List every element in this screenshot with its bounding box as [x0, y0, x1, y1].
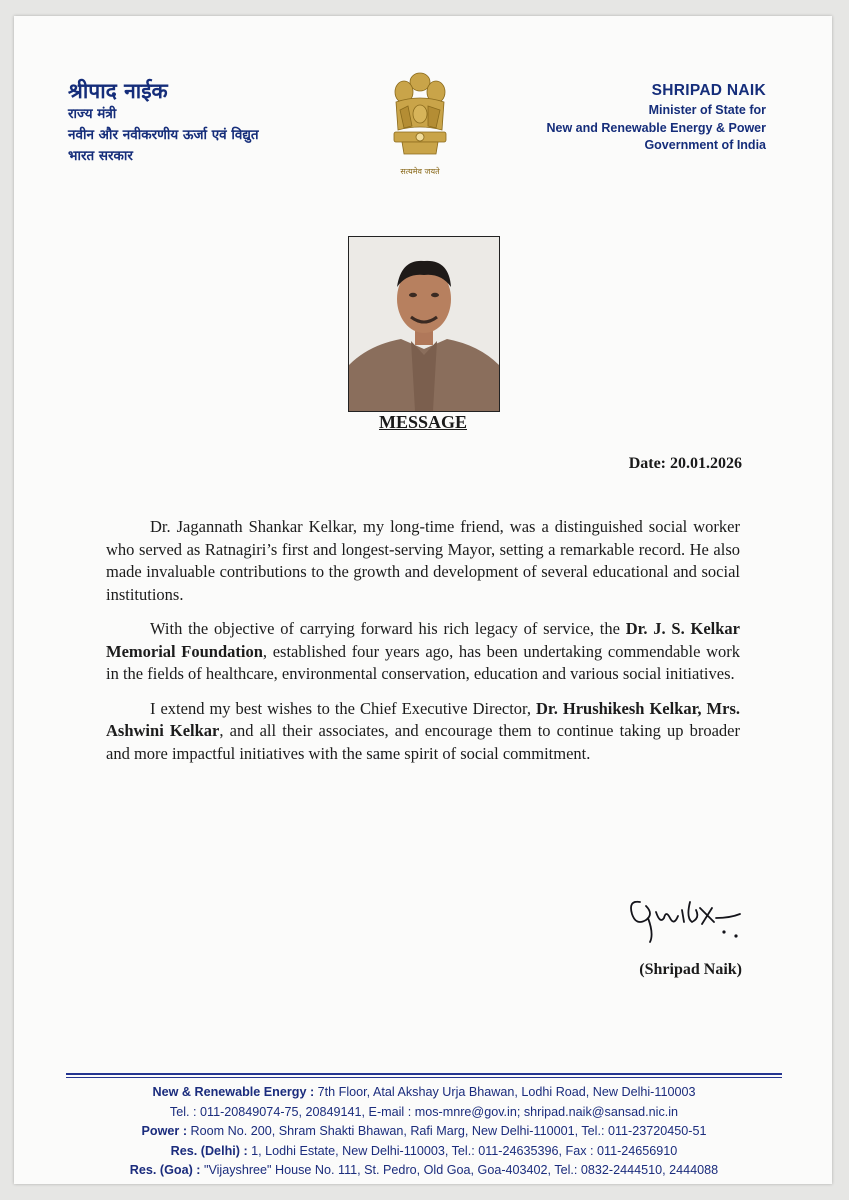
message-title: MESSAGE [378, 412, 468, 432]
ministry: New and Renewable Energy & Power [546, 120, 766, 135]
government-hindi: भारत सरकार [68, 148, 133, 164]
footer-divider [66, 1073, 782, 1075]
minister-name-hindi: श्रीपाद नाईक [68, 79, 168, 103]
footer-text-res-goa: "Vijayshree" House No. 111, St. Pedro, Old Goa, Goa-403402, Tel.: 0832-2444510, 2444088 [200, 1163, 719, 1177]
letterhead-hindi [68, 78, 259, 167]
paragraph-2-text-a: With the objective of carrying forward his rich legacy of service, the [150, 619, 626, 638]
footer-line-res-goa [66, 1161, 782, 1181]
footer-text-res-delhi: 1, Lodhi Estate, New Delhi-110003, Tel.: 011-24635396, Fax : 011-24656910 [247, 1143, 678, 1158]
footer-line-contact: Tel. : 011-20849074-75, 20849141, E-mail : mos-mnre@gov.in; shripad.naik@sansad.nic.in [169, 1104, 679, 1119]
paragraph-3 [106, 698, 740, 766]
paragraph-3-text-b: , and all their associates, and encourage them to continue taking up broader and more impactful initiatives with the same spirit of social commitment. [106, 721, 740, 763]
ministry-hindi: नवीन और नवीकरणीय ऊर्जा एवं विद्युत [68, 127, 259, 143]
footer-label-mnre: New & Renewable Energy : [152, 1085, 315, 1099]
designation: Minister of State for [648, 103, 766, 117]
signatory-name: (Shripad Naik) [639, 961, 742, 978]
government: Government of India [644, 138, 766, 152]
designation-hindi: राज्य मंत्री [68, 106, 117, 122]
footer-addresses [66, 1083, 782, 1181]
letterhead-english [546, 80, 766, 155]
footer-label-power: Power : [141, 1124, 188, 1138]
paragraph-2-text-b: , established four years ago, has been undertaking commendable work in the fields of healthcare, environmental conservation, education and various social initiatives. [106, 641, 740, 683]
message-body [106, 516, 740, 777]
footer-label-res-delhi: Res. (Delhi) : [170, 1143, 248, 1158]
paragraph-2 [106, 618, 740, 686]
emblem-motto: सत्यमेव जयते [400, 167, 440, 176]
footer-line-power [66, 1122, 782, 1142]
footer-line-res-delhi [66, 1142, 782, 1162]
paragraph-1: Dr. Jagannath Shankar Kelkar, my long-time friend, was a distinguished social worker who served as Ratnagiri’s first and longest-serving Mayor, setting a remarkable record. He also made invaluable contributions to the growth and development of several educational and social institutions. [106, 517, 740, 604]
footer-label-res-goa: Res. (Goa) : [129, 1163, 201, 1177]
footer-text-mnre: 7th Floor, Atal Akshay Urja Bhawan, Lodhi Road, New Delhi-110003 [314, 1085, 696, 1099]
recipients-names: Dr. Hrushikesh Kelkar, Mrs. Ashwini Kelkar [106, 698, 740, 740]
footer-text-power: Room No. 200, Shram Shakti Bhawan, Rafi Marg, New Delhi-110001, Tel.: 011-23720450-51 [187, 1124, 707, 1138]
footer-divider-thin [66, 1077, 782, 1078]
minister-photo [348, 236, 500, 412]
paragraph-3-text-a: I extend my best wishes to the Chief Executive Director, [150, 698, 537, 718]
foundation-name: Dr. J. S. Kelkar Memorial Foundation [106, 619, 740, 661]
national-emblem-icon [382, 68, 458, 184]
minister-name: SHRIPAD NAIK [651, 82, 766, 99]
letter-page [14, 16, 832, 1184]
letter-date: Date: 20.01.2026 [628, 455, 742, 472]
handwritten-signature [620, 888, 760, 948]
footer-line-mnre [66, 1083, 782, 1103]
